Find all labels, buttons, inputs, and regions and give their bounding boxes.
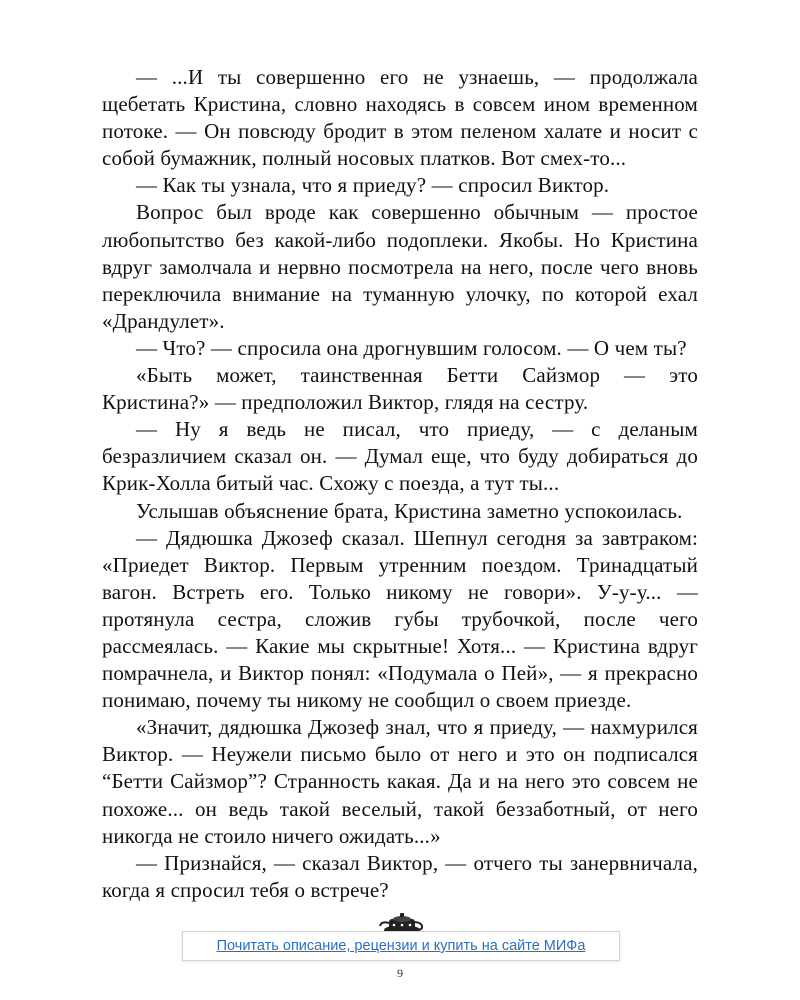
buy-link-banner[interactable] (182, 931, 620, 961)
paragraph: «Значит, дядюшка Джозеф знал, что я приеду, — нахмурился Виктор. — Неужели письмо было от него и это он подписался “Бетти Сайзмор”? Странность какая. Да и на него это совсем не похоже... он ведь такой веселый, такой беззаботный, от него никогда не стоило ничего ожидать...» (102, 715, 698, 848)
paragraph: — Что? — спросила она дрогнувшим голосом. — О чем ты? (136, 335, 687, 360)
paragraph: — Как ты узнала, что я приеду? — спросил Виктор. (136, 173, 610, 198)
paragraph: — ...И ты совершенно его не узнаешь, — продолжала щебетать Кристина, словно находясь в совсем ином временном потоке. — Он повсюду бродит в этом пеленом халате и носит с собой бумажник, полный носовых платков. Вот смех-то... (102, 65, 698, 171)
paragraph: — Дядюшка Джозеф сказал. Шепнул сегодня за завтраком: «Приедет Виктор. Первым утренним поездом. Тринадцатый вагон. Встреть его. Только никому не говори». У-у-у... — протянула сестра, сложив губы трубочкой, после чего рассмеялась. — Какие мы скрытные! Хотя... — Кристина вдруг помрачнела, и Виктор понял: «Подумала о Пей», — я прекрасно понимаю, почему ты никому не сообщил о своем приезде. (102, 525, 698, 713)
paragraph: — Признайся, — сказал Виктор, — отчего ты занервничала, когда я спросил тебя о встрече? (102, 850, 698, 902)
page-number: 9 (397, 966, 403, 980)
buy-link[interactable]: Почитать описание, рецензии и купить на сайте МИФа (216, 938, 586, 954)
paragraph: «Быть может, таинственная Бетти Сайзмор — это Кристина?» — предположил Виктор, глядя на сестру. (102, 363, 698, 415)
paragraph: — Ну я ведь не писал, что приеду, — с деланым безразличием сказал он. — Думал еще, что буду добираться до Крик-Холла битый час. Схожу с поезда, а тут ты... (102, 417, 698, 496)
text-block (102, 64, 698, 904)
paragraph: Услышав объяснение брата, Кристина заметно успокоилась. (136, 498, 683, 523)
paragraph: Вопрос был вроде как совершенно обычным — простое любопытство без какой-либо подоплеки. Якобы. Но Кристина вдруг замолчала и нервно посмотрела на него, после чего вновь переключила внимание на туманную улочку, по которой ехал «Драндулет». (102, 200, 698, 333)
